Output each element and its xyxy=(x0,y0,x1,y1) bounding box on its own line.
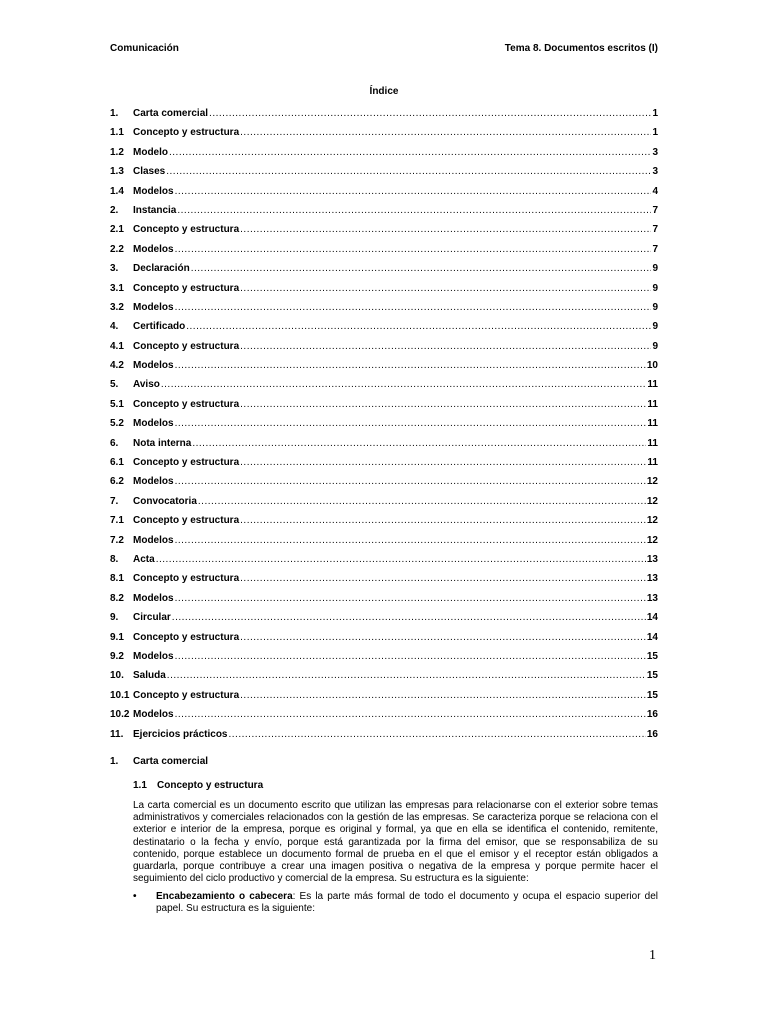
toc-entry-page: 10 xyxy=(646,360,658,372)
toc-entry-number: 8.1 xyxy=(110,573,124,585)
toc-entry-page: 16 xyxy=(646,709,658,721)
toc-entry-page: 12 xyxy=(646,515,658,527)
toc-entry-page: 13 xyxy=(646,553,658,565)
toc-dot-leader xyxy=(175,418,647,429)
toc-entry-number: 8. xyxy=(110,553,119,565)
subsection-title: Concepto y estructura xyxy=(157,780,264,791)
toc-entry[interactable] xyxy=(110,438,658,457)
toc-entry[interactable] xyxy=(110,612,658,631)
toc-entry-page: 9 xyxy=(652,301,658,313)
toc-entry-number: 4.1 xyxy=(110,340,124,352)
toc-dot-leader xyxy=(198,496,646,507)
toc-entry-number: 10.2 xyxy=(110,709,130,721)
toc-entry[interactable] xyxy=(110,457,658,476)
toc-dot-leader xyxy=(209,108,651,119)
toc-entry-number: 3.2 xyxy=(110,301,124,313)
toc-entry-label: Modelo xyxy=(133,146,168,158)
toc-entry-page: 15 xyxy=(646,670,658,682)
toc-dot-leader xyxy=(169,147,651,158)
toc-entry-number: 1. xyxy=(110,108,119,119)
toc-entry-label: Instancia xyxy=(133,204,177,216)
toc-dot-leader xyxy=(229,729,646,740)
toc-entry-page: 14 xyxy=(646,612,658,624)
toc-entry-number: 9.2 xyxy=(110,650,124,662)
toc-entry-page: 9 xyxy=(652,263,658,275)
toc-dot-leader xyxy=(175,360,646,371)
toc-entry-page: 11 xyxy=(647,398,658,410)
toc-entry-label: Concepto y estructura xyxy=(133,282,240,294)
toc-entry-page: 13 xyxy=(646,573,658,585)
toc-entry-label: Concepto y estructura xyxy=(133,457,240,469)
subsection-number: 1.1 xyxy=(133,780,147,791)
toc-dot-leader xyxy=(240,224,651,235)
toc-entry-page: 11 xyxy=(647,437,658,449)
toc-entry-number: 6.2 xyxy=(110,476,124,488)
toc-entry-page: 3 xyxy=(652,166,658,178)
toc-entry[interactable] xyxy=(110,186,658,205)
toc-entry[interactable] xyxy=(110,224,658,243)
toc-entry[interactable] xyxy=(110,244,658,263)
toc-entry-label: Modelos xyxy=(133,650,174,662)
section-title: Carta comercial xyxy=(133,756,209,767)
toc-entry-number: 3. xyxy=(110,263,119,275)
toc-entry-number: 5.2 xyxy=(110,418,124,430)
toc-entry-page: 12 xyxy=(646,476,658,488)
toc-entry-number: 3.1 xyxy=(110,282,124,294)
toc-entry-label: Concepto y estructura xyxy=(133,573,240,585)
toc-entry-page: 15 xyxy=(646,689,658,701)
toc-entry-label: Aviso xyxy=(133,379,160,391)
toc-entry[interactable] xyxy=(110,535,658,554)
toc-entry-label: Concepto y estructura xyxy=(133,398,240,410)
bullet-icon: • xyxy=(133,891,137,902)
toc-dot-leader xyxy=(240,127,651,138)
toc-entry-label: Concepto y estructura xyxy=(133,515,240,527)
toc-entry[interactable] xyxy=(110,302,658,321)
toc-entry-label: Modelos xyxy=(133,243,174,255)
toc-entry-page: 4 xyxy=(652,185,658,197)
section-number: 1. xyxy=(110,756,119,767)
toc-entry-page: 12 xyxy=(646,495,658,507)
toc-entry[interactable] xyxy=(110,651,658,670)
toc-dot-leader xyxy=(240,632,646,643)
toc-title: Índice xyxy=(369,86,399,97)
toc-entry[interactable] xyxy=(110,418,658,437)
toc-entry[interactable] xyxy=(110,263,658,282)
toc-entry[interactable] xyxy=(110,573,658,592)
toc-entry[interactable] xyxy=(110,690,658,709)
toc-entry[interactable] xyxy=(110,709,658,728)
toc-entry-label: Declaración xyxy=(133,263,190,275)
toc-entry-label: Carta comercial xyxy=(133,108,209,119)
toc-entry-page: 11 xyxy=(647,457,658,469)
header-left-text: Comunicación xyxy=(110,43,179,54)
toc-entry-page: 9 xyxy=(652,321,658,333)
toc-entry[interactable] xyxy=(110,399,658,418)
toc-entry-number: 10. xyxy=(110,670,124,682)
toc-dot-leader xyxy=(175,535,646,546)
body-paragraph: La carta comercial es un documento escrito que utilizan las empresas para relacionarse con el exterior sobre temas administrativos y comerciales relacionados con la gestión de las empresas. Se caracteriza porque se relaciona con el exterior e interior de la empresa, porque es original y formal, ya que en ella se identifica el contenido, remitente, destinatario o la fecha y envío, porque está garantizada por la firma del emisor, que se responsabiliza de su contenido, porque establece un documento formal de prueba en el que el emisor y el receptor están obligados a guardarla, porque contribuye a crear una imagen positiva o negativa de la empresa y porque permite hacer el seguimiento del ciclo productivo y comercial de la empresa. Su estructura es la siguiente: xyxy=(133,800,658,885)
toc-entry-number: 2.2 xyxy=(110,243,124,255)
toc-entry-page: 7 xyxy=(652,243,658,255)
toc-entry-page: 7 xyxy=(652,204,658,216)
toc-dot-leader xyxy=(175,593,646,604)
toc-entry-label: Concepto y estructura xyxy=(133,224,240,236)
header-right-text: Tema 8. Documentos escritos (I) xyxy=(504,43,658,54)
toc-entry-label: Clases xyxy=(133,166,166,178)
toc-entry[interactable] xyxy=(110,379,658,398)
toc-entry[interactable] xyxy=(110,729,658,748)
toc-entry-number: 6.1 xyxy=(110,457,124,469)
toc-dot-leader xyxy=(177,205,651,216)
toc-entry-page: 12 xyxy=(646,534,658,546)
toc-entry-number: 7. xyxy=(110,495,119,507)
toc-entry-page: 16 xyxy=(646,728,658,740)
toc-entry-page: 11 xyxy=(647,379,658,391)
toc-entry-label: Modelos xyxy=(133,360,174,372)
toc-entry-page: 9 xyxy=(652,340,658,352)
toc-dot-leader xyxy=(161,379,647,390)
toc-entry[interactable] xyxy=(110,515,658,534)
toc-entry[interactable] xyxy=(110,321,658,340)
toc-dot-leader xyxy=(175,302,652,313)
toc-entry-label: Modelos xyxy=(133,592,174,604)
toc-entry-label: Circular xyxy=(133,612,171,624)
table-of-contents xyxy=(110,108,658,748)
bullet-lead: Encabezamiento o cabecera xyxy=(156,891,293,902)
toc-dot-leader xyxy=(240,457,646,468)
toc-entry[interactable] xyxy=(110,476,658,495)
bullet-item xyxy=(133,891,658,915)
toc-entry-number: 1.3 xyxy=(110,166,124,178)
toc-entry-label: Concepto y estructura xyxy=(133,127,240,139)
toc-dot-leader xyxy=(240,573,646,584)
toc-entry-number: 7.1 xyxy=(110,515,124,527)
toc-entry[interactable] xyxy=(110,283,658,302)
toc-entry-page: 3 xyxy=(652,146,658,158)
toc-dot-leader xyxy=(240,399,646,410)
subsection-heading xyxy=(133,780,263,791)
toc-dot-leader xyxy=(167,670,646,681)
toc-entry-label: Modelos xyxy=(133,418,174,430)
toc-entry[interactable] xyxy=(110,593,658,612)
toc-entry-page: 1 xyxy=(652,108,658,119)
toc-entry-label: Modelos xyxy=(133,476,174,488)
toc-dot-leader xyxy=(175,244,652,255)
toc-entry-label: Ejercicios prácticos xyxy=(133,728,228,740)
toc-dot-leader xyxy=(175,186,652,197)
toc-entry-label: Modelos xyxy=(133,534,174,546)
toc-entry[interactable] xyxy=(110,147,658,166)
toc-entry-label: Concepto y estructura xyxy=(133,340,240,352)
toc-entry-number: 5.1 xyxy=(110,398,124,410)
toc-entry[interactable] xyxy=(110,341,658,360)
toc-entry[interactable] xyxy=(110,670,658,689)
toc-entry-page: 14 xyxy=(646,631,658,643)
toc-entry-label: Modelos xyxy=(133,709,174,721)
toc-entry-page: 13 xyxy=(646,592,658,604)
toc-dot-leader xyxy=(240,515,646,526)
toc-entry-label: Certificado xyxy=(133,321,186,333)
toc-entry-number: 11. xyxy=(110,728,124,740)
toc-entry-label: Saluda xyxy=(133,670,166,682)
toc-dot-leader xyxy=(240,283,651,294)
toc-dot-leader xyxy=(240,341,651,352)
toc-entry[interactable] xyxy=(110,127,658,146)
toc-entry-number: 2. xyxy=(110,204,119,216)
toc-entry-number: 2.1 xyxy=(110,224,124,236)
toc-dot-leader xyxy=(240,690,646,701)
toc-entry-number: 9. xyxy=(110,612,119,624)
toc-entry-label: Concepto y estructura xyxy=(133,689,240,701)
toc-entry-page: 1 xyxy=(652,127,658,139)
toc-dot-leader xyxy=(175,476,646,487)
section-heading xyxy=(110,756,208,767)
toc-entry-number: 8.2 xyxy=(110,592,124,604)
toc-entry-number: 4.2 xyxy=(110,360,124,372)
toc-entry-number: 6. xyxy=(110,437,119,449)
toc-entry[interactable] xyxy=(110,632,658,651)
toc-entry-number: 1.4 xyxy=(110,185,124,197)
toc-entry[interactable] xyxy=(110,166,658,185)
toc-entry[interactable] xyxy=(110,360,658,379)
toc-entry-page: 11 xyxy=(647,418,658,430)
toc-dot-leader xyxy=(175,651,646,662)
toc-entry[interactable] xyxy=(110,496,658,515)
toc-dot-leader xyxy=(175,709,646,720)
toc-entry-label: Modelos xyxy=(133,185,174,197)
bullet-body: : Es la parte más formal de todo el documento y ocupa el espacio superior del papel. Su estructura es la siguiente: xyxy=(156,891,658,915)
toc-entry-number: 1.1 xyxy=(110,127,124,139)
toc-dot-leader xyxy=(191,263,652,274)
toc-dot-leader xyxy=(166,166,651,177)
toc-entry[interactable] xyxy=(110,205,658,224)
toc-entry-label: Nota interna xyxy=(133,437,192,449)
toc-entry-number: 10.1 xyxy=(110,689,130,701)
toc-entry[interactable] xyxy=(110,108,658,127)
toc-entry-number: 7.2 xyxy=(110,534,124,546)
toc-dot-leader xyxy=(192,438,646,449)
toc-dot-leader xyxy=(186,321,651,332)
toc-entry-number: 5. xyxy=(110,379,119,391)
toc-entry-label: Modelos xyxy=(133,301,174,313)
page-number: 1 xyxy=(649,948,656,963)
toc-entry[interactable] xyxy=(110,554,658,573)
toc-entry-label: Concepto y estructura xyxy=(133,631,240,643)
toc-dot-leader xyxy=(156,554,646,565)
toc-entry-label: Convocatoria xyxy=(133,495,197,507)
page-header xyxy=(110,43,658,54)
toc-entry-number: 1.2 xyxy=(110,146,124,158)
toc-entry-page: 9 xyxy=(652,282,658,294)
bullet-text xyxy=(156,891,658,915)
toc-entry-number: 4. xyxy=(110,321,119,333)
toc-dot-leader xyxy=(172,612,646,623)
toc-entry-page: 15 xyxy=(646,650,658,662)
toc-entry-number: 9.1 xyxy=(110,631,124,643)
toc-entry-page: 7 xyxy=(652,224,658,236)
toc-entry-label: Acta xyxy=(133,553,155,565)
